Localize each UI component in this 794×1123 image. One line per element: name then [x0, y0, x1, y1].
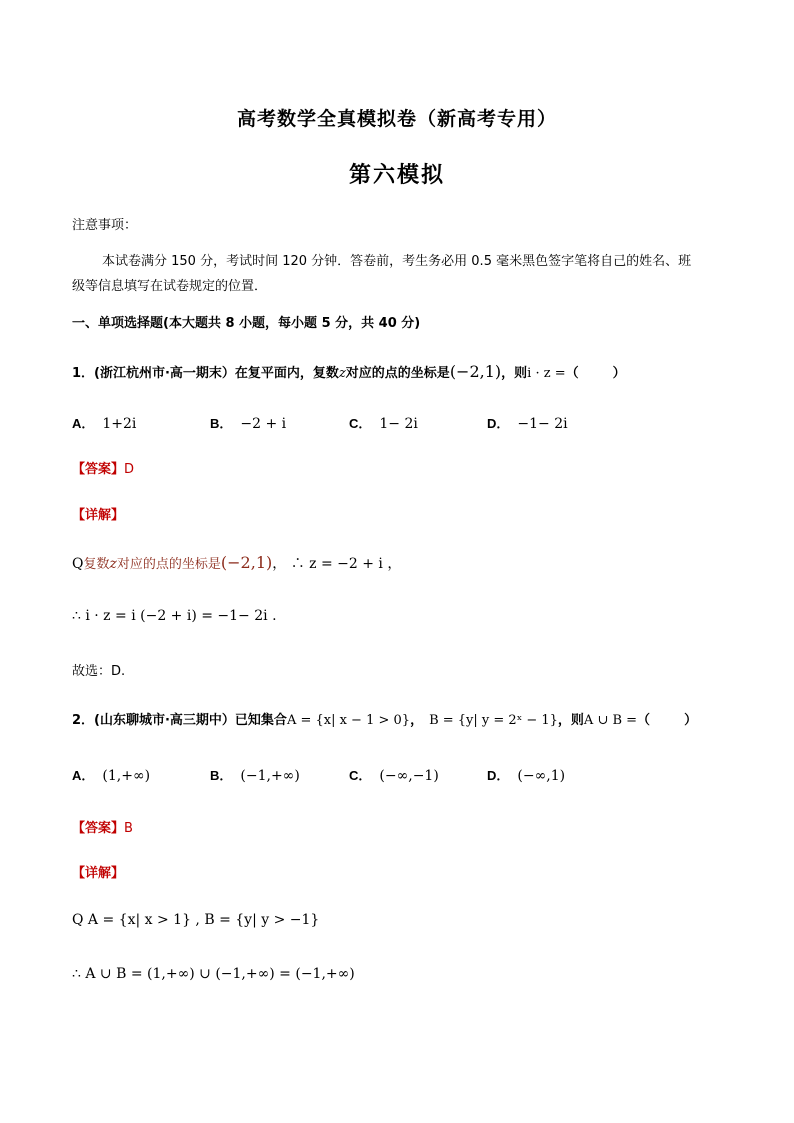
question-2-set-a: A = {x| x − 1 > 0}	[286, 713, 411, 728]
question-1-answer	[72, 458, 134, 477]
question-2-option-a[interactable]: A． (1,+∞)	[72, 768, 151, 784]
question-2-set-b: B = {y| y = 2ˣ − 1}	[429, 713, 558, 728]
document-title: 高考数学全真模拟卷（新高考专用）	[236, 108, 557, 130]
question-2-option-b[interactable]: B． (−1,+∞)	[210, 768, 300, 784]
notice-paragraph-line2: 级等信息填写在试卷规定的位置．	[72, 279, 268, 294]
question-2-answer: 【答案】B	[72, 821, 133, 836]
question-1-option-d[interactable]: D． −1− 2i	[487, 416, 568, 432]
question-2-solution-line2: ∴ A ∪ B = (1,+∞) ∪ (−1,+∞) = (−1,+∞)	[72, 966, 355, 982]
document-subtitle: 第六模拟	[348, 163, 445, 188]
answer-value: D	[124, 462, 135, 477]
section-heading: 一、单项选择题(本大题共 8 小题，每小题 5 分，共 40 分)	[72, 316, 421, 331]
question-1-stem	[72, 362, 626, 381]
question-2-option-d[interactable]: D． (−∞,1)	[487, 768, 566, 784]
question-1-stem-text-a: 1．(浙江杭州市·高一期末）在复平面内，复数	[72, 366, 339, 381]
answer-label: 【答案】	[72, 462, 125, 477]
question-1-option-c[interactable]: C． 1− 2i	[349, 416, 418, 432]
question-1-stem-text-b: 对应的点的坐标是	[345, 366, 450, 381]
notice-heading: 注意事项：	[72, 218, 138, 233]
question-1-solution-line2: ∴ i · z = i (−2 + i) = −1− 2i .	[72, 608, 277, 624]
question-1-detail-label: 【详解】	[72, 508, 125, 523]
question-2-expr: A ∪ B =	[583, 713, 638, 728]
question-1-option-b[interactable]: B． −2 + i	[210, 416, 287, 432]
question-2-option-c[interactable]: C． (−∞,−1)	[349, 768, 439, 784]
question-1-option-a[interactable]: A． 1+2i	[72, 416, 137, 432]
question-1-var-z: z	[338, 366, 346, 381]
question-1-paren-open: （	[565, 366, 579, 381]
question-2-stem: 2．(山东聊城市·高三期中）已知集合A = {x| x − 1 > 0}， B = {y| y = 2ˣ − 1}，则A ∪ B =（ ）	[72, 713, 698, 728]
question-1-stem-text-c: ，则	[501, 366, 528, 381]
question-2-detail-label: 【详解】	[72, 866, 125, 881]
question-1-solution-line1: Q复数z对应的点的坐标是(−2,1)， ∴ z = −2 + i ，	[72, 553, 402, 572]
question-1-conclusion: 故选：D.	[72, 664, 126, 679]
question-1-paren-close: ）	[612, 366, 626, 381]
notice-paragraph-line1: 本试卷满分 150 分，考试时间 120 分钟．答卷前，考生务必用 0.5 毫米黑色签字笔将自己的姓名、班	[102, 254, 692, 269]
question-1-point: (−2,1)	[449, 362, 502, 381]
question-2-solution-line1: Q A = {x| x > 1} , B = {y| y > −1}	[72, 912, 320, 928]
question-1-expr: i · z =	[527, 366, 566, 381]
